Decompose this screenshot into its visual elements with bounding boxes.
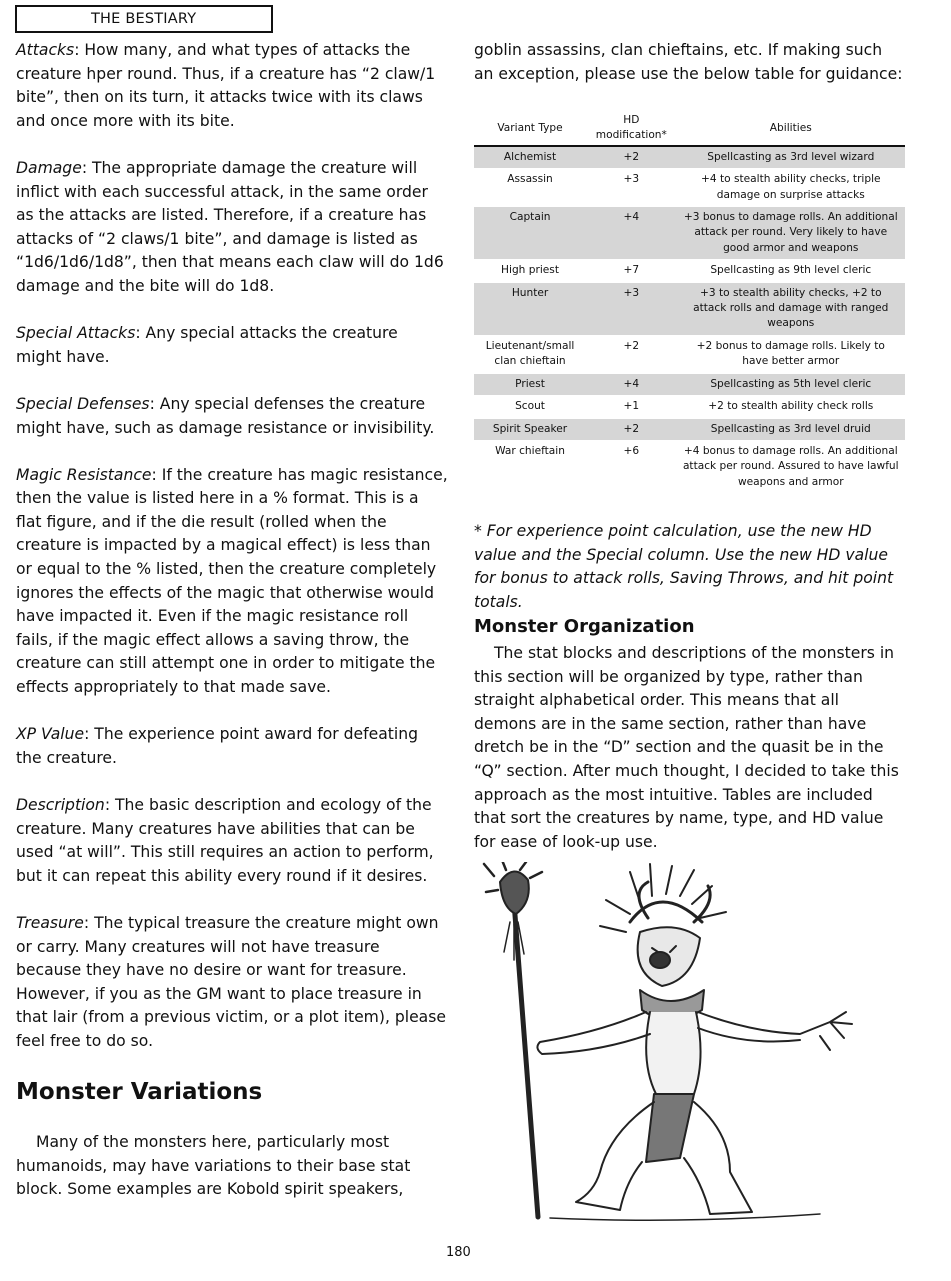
hd-cell: +2 bbox=[623, 339, 640, 352]
hd-cell: +4 bbox=[586, 373, 677, 395]
header-variant-type: Variant Type bbox=[474, 112, 586, 146]
chapter-header bbox=[15, 5, 273, 33]
variant-type-cell: Priest bbox=[474, 373, 586, 395]
organization-text: The stat blocks and descriptions of the monsters in this section will be organized by type, rather than straight alphabetical order. This means that all demons are in the same section, rather than have dretch be in the “D” section and the quasit be in the “Q” section. After much thought, I decided to take this approach as the most intuitive. Tables are included that sort the creatures by name, type, and HD value for ease of look-up use. bbox=[474, 644, 899, 851]
attacks-text: : How many, and what types of attacks the creature hper round. Thus, if a creature has “2 claw/1 bite”, then on its turn, it attacks twice with its claws and once more with its bite. bbox=[16, 41, 436, 130]
table-row bbox=[474, 146, 905, 169]
xp-term: XP Value bbox=[16, 725, 85, 744]
variant-type-cell: Assassin bbox=[507, 173, 553, 186]
attacks-entry bbox=[16, 39, 448, 133]
table-row bbox=[474, 440, 905, 493]
variant-type-cell: High priest bbox=[501, 264, 559, 277]
variant-table-header bbox=[474, 112, 905, 146]
treasure-text: : The typical treasure the creature might own or carry. Many creatures will not have treasure because they have no desire or want for treasure. However, if you as the GM want to place treasure in that lair (from a previous victim, or a plot item), please feel free to do so. bbox=[16, 913, 446, 1050]
special-attacks-entry bbox=[16, 322, 448, 369]
variant-type-cell: Captain bbox=[474, 207, 586, 260]
hd-cell: +3 bbox=[623, 173, 640, 186]
abilities-cell: +2 bonus to damage rolls. Likely to have better armor bbox=[696, 339, 885, 368]
hd-cell: +6 bbox=[623, 444, 640, 457]
special-attacks-text: : Any special attacks the creature might have. bbox=[16, 324, 398, 366]
header-hd-modification: HD modification* bbox=[586, 112, 677, 146]
right-column-intro bbox=[474, 39, 906, 110]
abilities-cell: +3 to stealth ability checks, +2 to attack rolls and damage with ranged weapons bbox=[677, 282, 905, 335]
abilities-cell: Spellcasting as 3rd level druid bbox=[677, 418, 905, 440]
treasure-entry bbox=[16, 912, 448, 1054]
abilities-cell: +4 bonus to damage rolls. An additional attack per round. Assured to have lawful weapons and armor bbox=[682, 444, 899, 488]
magic-resistance-text: : If the creature has magic resistance, then the value is listed here in a % format. This is a flat figure, and if the die result (rolled when the creature is impacted by a magical effect) is less than or equal to the % listed, then the creature completely ignores the effects of the magic that otherwise would have impacted it. Even if the magic resistance roll fails, if the magic effect allows a saving throw, the creature can still attempt one in order to mitigate the effects appropriately to that made save. bbox=[16, 465, 448, 697]
variant-type-cell: Spirit Speaker bbox=[474, 418, 586, 440]
variant-type-cell: Lieutenant/small clan chieftain bbox=[485, 339, 575, 368]
magic-resistance-entry bbox=[16, 464, 448, 700]
table-row bbox=[474, 418, 905, 440]
hd-cell: +2 bbox=[586, 146, 677, 169]
table-intro-text: goblin assassins, clan chieftains, etc. If making such an exception, please use the below table for guidance: bbox=[474, 41, 903, 83]
header-abilities: Abilities bbox=[677, 112, 905, 146]
variant-type-cell: Scout bbox=[515, 400, 545, 413]
attacks-term: Attacks bbox=[16, 41, 75, 59]
variant-type-cell: Alchemist bbox=[474, 146, 586, 169]
table-row bbox=[474, 169, 905, 207]
abilities-cell: +2 to stealth ability check rolls bbox=[708, 400, 874, 413]
hd-cell: +1 bbox=[623, 400, 640, 413]
abilities-cell: +4 to stealth ability checks, triple damage on surprise attacks bbox=[700, 173, 881, 201]
hd-cell: +2 bbox=[586, 418, 677, 440]
hd-cell: +4 bbox=[586, 207, 677, 260]
description-term: Description bbox=[16, 796, 105, 814]
hd-cell: +3 bbox=[586, 282, 677, 335]
damage-term: Damage bbox=[16, 158, 82, 177]
organization-heading: Monster Organization bbox=[474, 616, 695, 637]
goblin-shaman-illustration bbox=[480, 862, 900, 1224]
variations-text: Many of the monsters here, particularly most humanoids, may have variations to their base stat block. Some examples are Kobold spirit speakers, bbox=[16, 1133, 411, 1199]
table-row bbox=[474, 373, 905, 395]
variant-table bbox=[474, 112, 905, 494]
magic-resistance-term: Magic Resistance bbox=[16, 465, 152, 484]
table-row bbox=[474, 207, 905, 260]
table-row bbox=[474, 335, 905, 373]
abilities-cell: Spellcasting as 3rd level wizard bbox=[677, 146, 905, 169]
variant-type-cell: War chieftain bbox=[495, 444, 565, 457]
description-text: : The basic description and ecology of the creature. Many creatures have abilities that can be used “at will”. This still requires an action to perform, but it can repeat this ability every round if it desires. bbox=[16, 796, 434, 885]
description-entry bbox=[16, 794, 448, 888]
chapter-title: THE BESTIARY bbox=[91, 11, 197, 27]
table-row bbox=[474, 396, 905, 418]
special-defenses-entry bbox=[16, 393, 448, 440]
variations-heading: Monster Variations bbox=[16, 1079, 263, 1106]
abilities-cell: Spellcasting as 5th level cleric bbox=[677, 373, 905, 395]
special-defenses-term: Special Defenses bbox=[16, 394, 150, 413]
table-footnote: * For experience point calculation, use the new HD value and the Special column. Use the new HD value for bonus to attack rolls, Saving Throws, and hit point totals. bbox=[474, 522, 894, 611]
abilities-cell: +3 bonus to damage rolls. An additional attack per round. Very likely to have good armor and weapons bbox=[677, 207, 905, 260]
special-defenses-text: : Any special defenses the creature might have, such as damage resistance or invisibility. bbox=[16, 394, 435, 437]
hd-cell: +7 bbox=[623, 264, 640, 277]
page-number: 180 bbox=[446, 1245, 471, 1260]
abilities-cell: Spellcasting as 9th level cleric bbox=[710, 264, 872, 277]
damage-text: : The appropriate damage the creature will inflict with each successful attack, in the same order as the attacks are listed. Therefore, if a creature has attacks of “2 claws/1 bite”, and damage is listed as “1d6/1d6/1d8”, then that means each claw will do 1d6 damage and the bite will do 1d8. bbox=[16, 158, 444, 295]
table-row bbox=[474, 282, 905, 335]
left-column bbox=[16, 39, 448, 1226]
xp-entry bbox=[16, 723, 448, 770]
variant-type-cell: Hunter bbox=[474, 282, 586, 335]
xp-text: : The experience point award for defeating the creature. bbox=[16, 725, 418, 767]
damage-entry bbox=[16, 157, 448, 299]
treasure-term: Treasure bbox=[16, 913, 84, 932]
table-row bbox=[474, 260, 905, 282]
special-attacks-term: Special Attacks bbox=[16, 324, 136, 343]
